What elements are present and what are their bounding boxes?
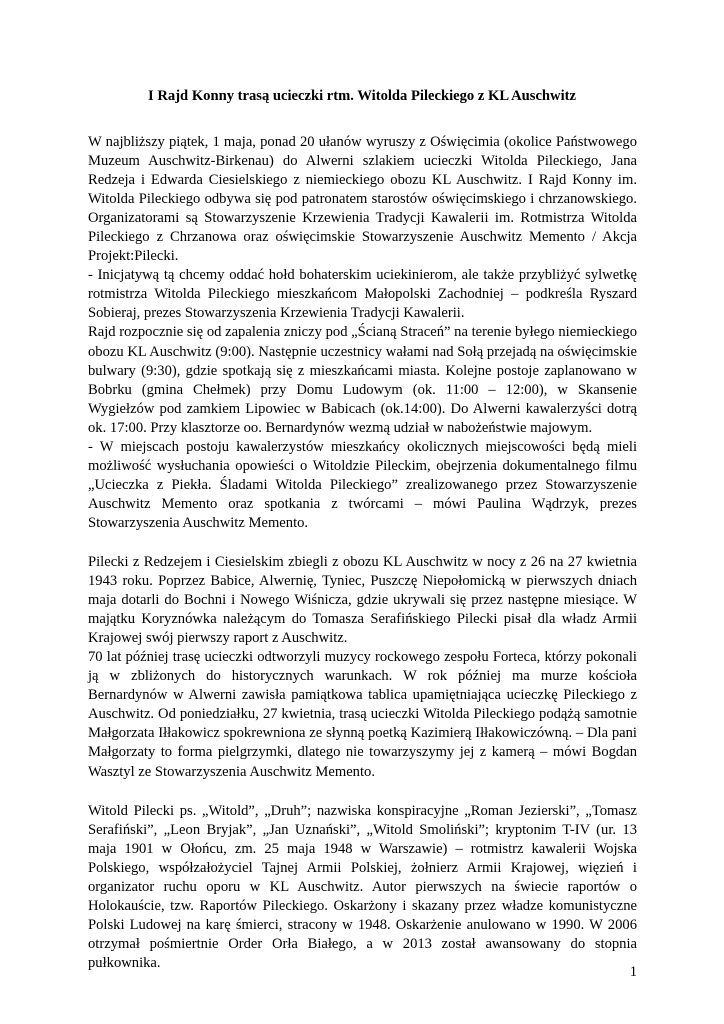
document-body [88, 133, 637, 993]
paragraph-line: Witold Pilecki ps. „Witold”, „Druh”; nazwiska konspiracyjne „Roman Jezierski”, „Tomasz Serafiński”, „Leon Bryjak”, „Jan Uznański”, „Witold Smoliński”; kryptonim T-IV (ur. 13 maja 1901 w Ołońcu, zm. 25 maja 1948 w Warszawie) – rotmistrz kawalerii Wojska Polskiego, współzałożyciel Tajnej Armii Polskiej, żołnierz Armii Krajowej, więzień i organizator ruchu oporu w KL Auschwitz. Autor pierwszych na świecie raportów o Holokauście, tzw. Raportów Pileckiego. Oskarżony i skazany przez władze komunistyczne Polski Ludowej na karę śmierci, stracony w 1948. Oskarżenie anulowano w 1990. W 2006 otrzymał pośmiertnie Order Orła Białego, a w 2013 został awansowany do stopnia pułkownika. [88, 802, 637, 971]
paragraph-line: Rajd rozpocznie się od zapalenia zniczy pod „Ścianą Straceń” na terenie byłego niemieckiego obozu KL Auschwitz (9:00). Następnie uczestnicy wałami nad Sołą przejadą na oświęcimskie bulwary (9:30), gdzie spotkają się z mieszkańcami miasta. Kolejne postoje zaplanowano w Bobrku (gmina Chełmek) przy Domu Ludowym (ok. 11:00 – 12:00), w Skansenie Wygiełzów pod zamkiem Lipowiec w Babicach (ok.14:00). Do Alwerni kawalerzyści dotrą ok. 17:00. Przy klasztorze oo. Bernardynów wezmą udział w nabożeństwie majowym. [88, 324, 637, 436]
paragraph-line: 70 lat później trasę ucieczki odtworzyli muzycy rockowego zespołu Forteca, którzy pokonali ją w zbliżonych do historycznych warunkach. W rok później ma murze kościoła Bernardynów w Alwerni zawisła pamiątkowa tablica upamiętniająca ucieczkę Pileckiego z Auschwitz. Od poniedziałku, 27 kwietnia, trasą ucieczki Witolda Pileckiego podążą samotnie Małgorzata Iłłakowicz spokrewniona ze słynną poetką Kazimierą Iłłakowiczówną. – Dla pani Małgorzaty to forma pielgrzymki, dlatego nie towarzyszymy jej z kamerą – mówi Bogdan Wasztyl ze Stowarzyszenia Auschwitz Memento. [88, 649, 637, 780]
paragraph-line: - W miejscach postoju kawalerzystów mieszkańcy okolicznych miejscowości będą mieli możliwość wysłuchania opowieści o Witoldzie Pileckim, obejrzenia dokumentalnego filmu „Ucieczka z Piekła. Śladami Witolda Pileckiego” zrealizowanego przez Stowarzyszenie Auschwitz Memento oraz spotkania z twórcami – mówi Paulina Wądrzyk, prezes Stowarzyszenia Auschwitz Memento. [88, 438, 637, 531]
page-number: 1 [629, 964, 637, 980]
paragraph-pilecki-biography [88, 802, 637, 973]
document-title: I Rajd Konny trasą ucieczki rtm. Witolda Pileckiego z KL Auschwitz [148, 88, 576, 104]
paragraph-escape-history [88, 553, 637, 782]
paragraph-rajd-announcement [88, 133, 637, 533]
paragraph-line: - Inicjatywą tą chcemy oddać hołd bohaterskim uciekinierom, ale także przybliżyć sylwetkę rotmistrza Witolda Pileckiego mieszkańcom Małopolski Zachodniej – podkreśla Ryszard Sobieraj, prezes Stowarzyszenia Krzewienia Tradycji Kawalerii. [88, 267, 637, 322]
paragraph-line: Pilecki z Redzejem i Ciesielskim zbiegli z obozu KL Auschwitz w nocy z 26 na 27 kwietnia 1943 roku. Poprzez Babice, Alwernię, Tyniec, Puszczę Niepołomicką w pierwszych dniach maja dotarli do Bochni i Nowego Wiśnicza, gdzie ukrywali się przez następne miesiące. W majątku Koryznówka należącym do Tomasza Serafińskiego Pilecki pisał dla władz Armii Krajowej swój pierwszy raport z Auschwitz. [88, 553, 637, 647]
paragraph-line: W najbliższy piątek, 1 maja, ponad 20 ułanów wyruszy z Oświęcimia (okolice Państwowego Muzeum Auschwitz-Birkenau) do Alwerni szlakiem ucieczki Witolda Pileckiego, Jana Redzeja i Edwarda Ciesielskiego z niemieckiego obozu KL Auschwitz. I Rajd Konny im. Witolda Pileckiego odbywa się pod patronatem starostów oświęcimskiego i chrzanowskiego. Organizatorami są Stowarzyszenie Krzewienia Tradycji Kawalerii im. Rotmistrza Witolda Pileckiego z Chrzanowa oraz oświęcimskie Stowarzyszenie Auschwitz Memento / Akcja Projekt:Pilecki. [88, 134, 637, 265]
